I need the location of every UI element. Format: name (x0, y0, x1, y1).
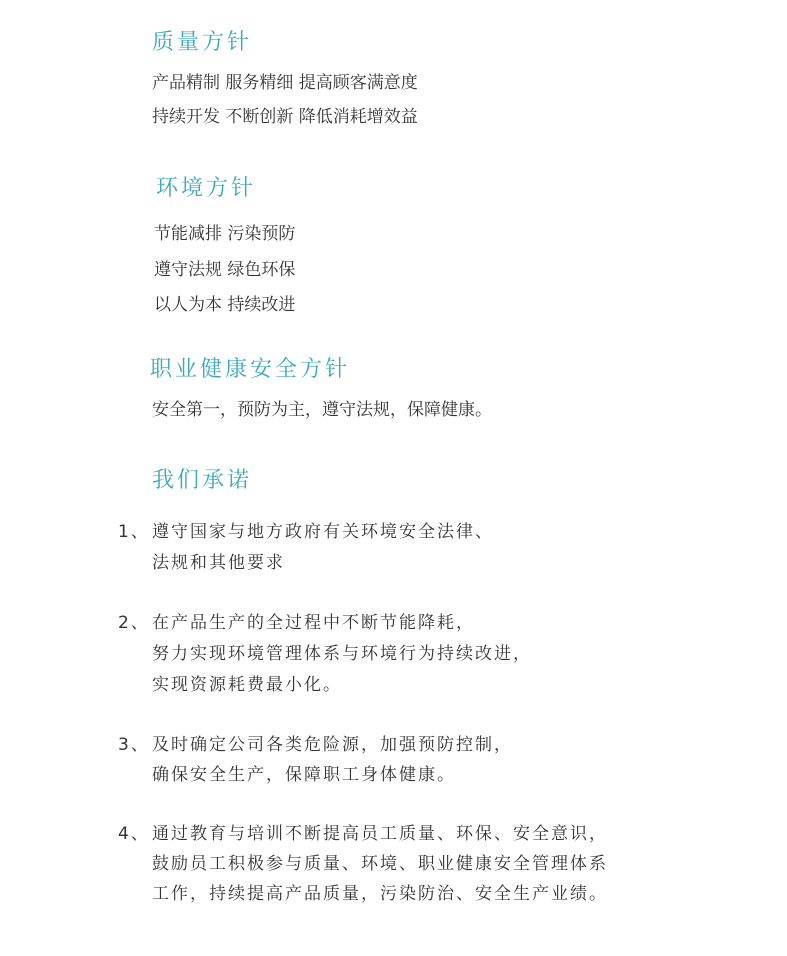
health-safety-policy-title: 职业健康安全方针 (150, 357, 351, 382)
commitment-item-number: 4、 (118, 824, 150, 844)
quality-policy-line: 持续开发 不断创新 降低消耗增效益 (152, 107, 418, 127)
commitment-item-line: 通过教育与培训不断提高员工质量、环保、安全意识， (152, 824, 608, 844)
commitment-item-number: 3、 (118, 735, 150, 755)
environment-policy-line: 遵守法规 绿色环保 (154, 260, 296, 280)
commitment-item-line: 在产品生产的全过程中不断节能降耗， (152, 613, 475, 633)
commitment-item-line: 努力实现环境管理体系与环境行为持续改进， (152, 644, 532, 664)
health-safety-policy-line: 安全第一，预防为主，遵守法规，保障健康。 (152, 400, 492, 420)
environment-policy-title: 环境方针 (156, 176, 257, 201)
commitment-item-line: 实现资源耗费最小化。 (152, 675, 342, 695)
commitment-item-line: 法规和其他要求 (152, 553, 285, 573)
commitment-item-line: 鼓励员工积极参与质量、环境、职业健康安全管理体系 (152, 854, 608, 874)
environment-policy-line: 以人为本 持续改进 (154, 295, 296, 315)
environment-policy-line: 节能减排 污染预防 (154, 224, 296, 244)
quality-policy-line: 产品精制 服务精细 提高顾客满意度 (152, 73, 418, 93)
commitment-item-number: 1、 (118, 522, 150, 542)
commitment-item-line: 确保安全生产，保障职工身体健康。 (152, 765, 456, 785)
commitment-item-line: 及时确定公司各类危险源，加强预防控制， (152, 735, 513, 755)
commitment-item-line: 工作，持续提高产品质量，污染防治、安全生产业绩。 (152, 884, 608, 904)
quality-policy-title: 质量方针 (152, 30, 253, 55)
commitment-item-line: 遵守国家与地方政府有关环境安全法律、 (152, 522, 494, 542)
commitment-item-number: 2、 (118, 613, 150, 633)
commitment-title: 我们承诺 (152, 468, 253, 493)
